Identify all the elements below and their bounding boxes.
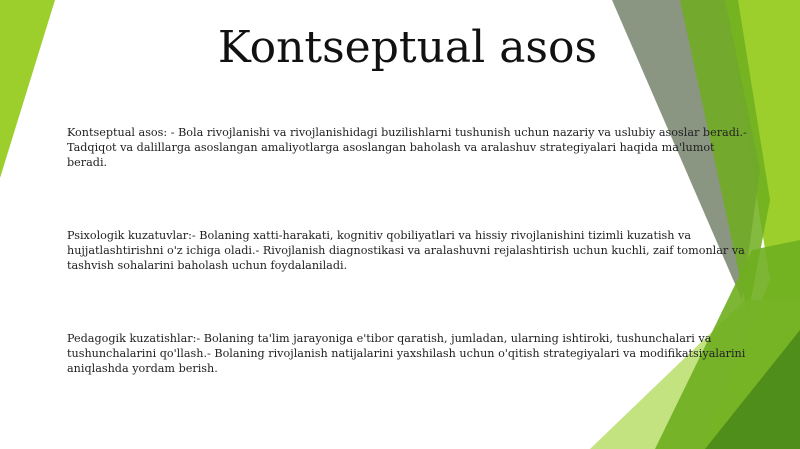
slide-title: Kontseptual asos (217, 22, 598, 73)
paragraph-kontseptual-asos: Kontseptual asos: - Bola rivojlanishi va rivojlanishidagi buzilishlarni tushunish uchun nazariy va uslubiy asoslar beradi.- Tadqiqot va dalillarga asoslangan amaliyotlarga asoslangan baholash va aralashuv strategiyalari haqida ma'lumot beradi. (67, 126, 747, 169)
paragraph-psixologik-kuzatuvlar: Psixologik kuzatuvlar:- Bolaning xatti-harakati, kognitiv qobiliyatlari va hissiy rivojlanishini tizimli kuzatish va hujjatlashtirishni o'z ichiga oladi.- Rivojlanish diagnostikasi va aralashuvni rejalashtirish uchun kuchli, zaif tomonlar va tashvish sohalarini baholash uchun foydalaniladi. (67, 229, 745, 272)
paragraph-pedagogik-kuzatishlar: Pedagogik kuzatishlar:- Bolaning ta'lim jarayoniga e'tibor qaratish, jumladan, ularning ishtiroki, tushunchalari va tushunchalarini qo'llash.- Bolaning rivojlanish natijalarini yaxshilash uchun o'qitish strategiyalari va modifikatsiyalarini aniqlashda yordam berish. (67, 332, 746, 375)
